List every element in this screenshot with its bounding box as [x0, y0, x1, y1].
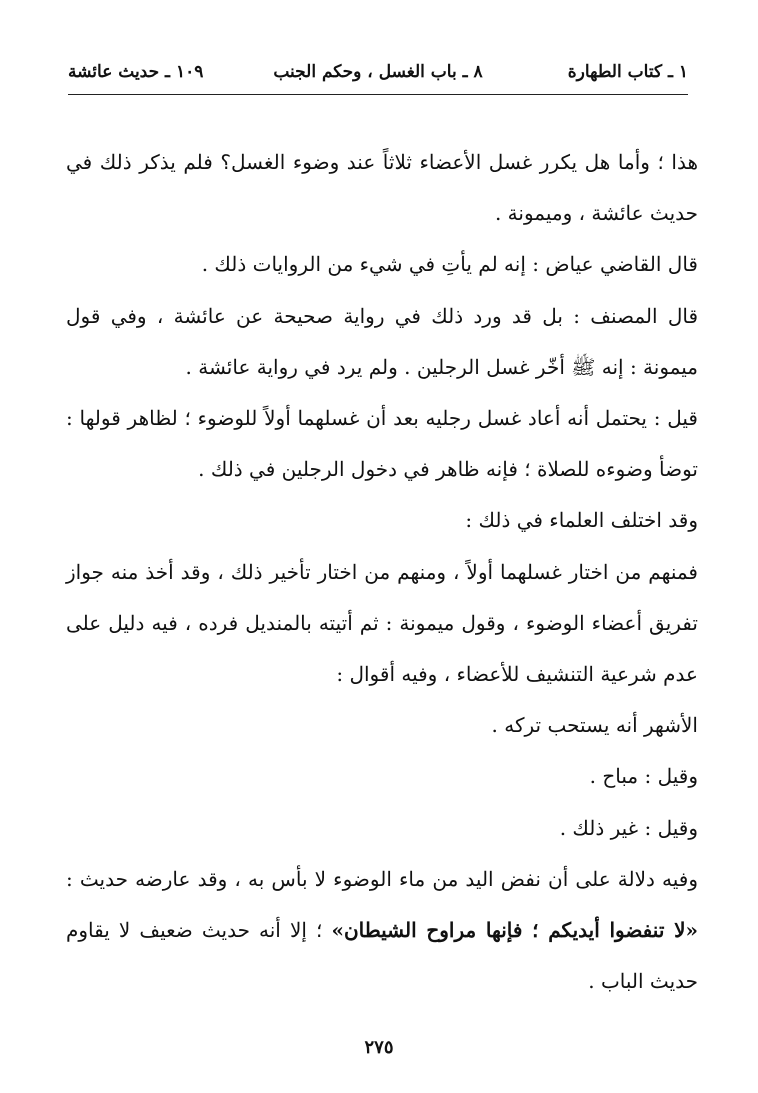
- paragraph-text-before-quote: وفيه دلالة على أن نفض اليد من ماء الوضوء لا بأس به ، وقد عارضه حديث :: [66, 866, 698, 891]
- paragraph: فمنهم من اختار غسلهما أولاً ، ومنهم من اختار تأخير ذلك ، وقد أخذ منه جواز تفريق أعضاء الوضوء ، وقول ميمونة : ثم أتيته بالمنديل فرده ، فيه دليل على عدم شرعية التنشيف للأعضاء ، وفيه أقوال :: [66, 559, 698, 687]
- paragraph: هذا ؛ وأما هل يكرر غسل الأعضاء ثلاثاً عند وضوء الغسل؟ فلم يذكر ذلك في حديث عائشة ، وميمونة .: [66, 150, 698, 226]
- paragraph: قال المصنف : بل قد ورد ذلك في رواية صحيحة عن عائشة ، وفي قول ميمونة : إنه ﷺ أخّر غسل الرجلين . ولم يرد في رواية عائشة .: [66, 303, 698, 379]
- body-text: [66, 137, 698, 1007]
- header-chapter-title: ٨ ـ باب الغسل ، وحكم الجنب: [273, 62, 483, 82]
- header-hadith-title: ١٠٩ ـ حديث عائشة: [68, 62, 204, 82]
- paragraph: قال القاضي عياض : إنه لم يأتِ في شيء من الروايات ذلك .: [201, 252, 698, 277]
- paragraph: الأشهر أنه يستحب تركه .: [491, 713, 698, 738]
- paragraph: قيل : يحتمل أنه أعاد غسل رجليه بعد أن غسلهما أولاً للوضوء ؛ لظاهر قولها : توضأ وضوءه للصلاة ؛ فإنه ظاهر في دخول الرجلين في ذلك .: [66, 406, 698, 482]
- paragraph: وقيل : مباح .: [589, 764, 698, 789]
- running-header: [68, 60, 688, 95]
- paragraph: وقد اختلف العلماء في ذلك :: [465, 508, 698, 533]
- page-number: ٢٧٥: [364, 1037, 394, 1058]
- paragraph-hadith-note: [66, 854, 698, 1008]
- hadith-quote: «لا تنفضوا أيديكم ؛ فإنها مراوح الشيطان»: [331, 918, 699, 943]
- paragraph-text-after-quote: ؛ إلا أنه حديث ضعيف لا يقاوم حديث الباب .: [66, 918, 698, 994]
- paragraph: وقيل : غير ذلك .: [559, 815, 698, 840]
- header-book-title: ١ ـ كتاب الطهارة: [567, 62, 688, 82]
